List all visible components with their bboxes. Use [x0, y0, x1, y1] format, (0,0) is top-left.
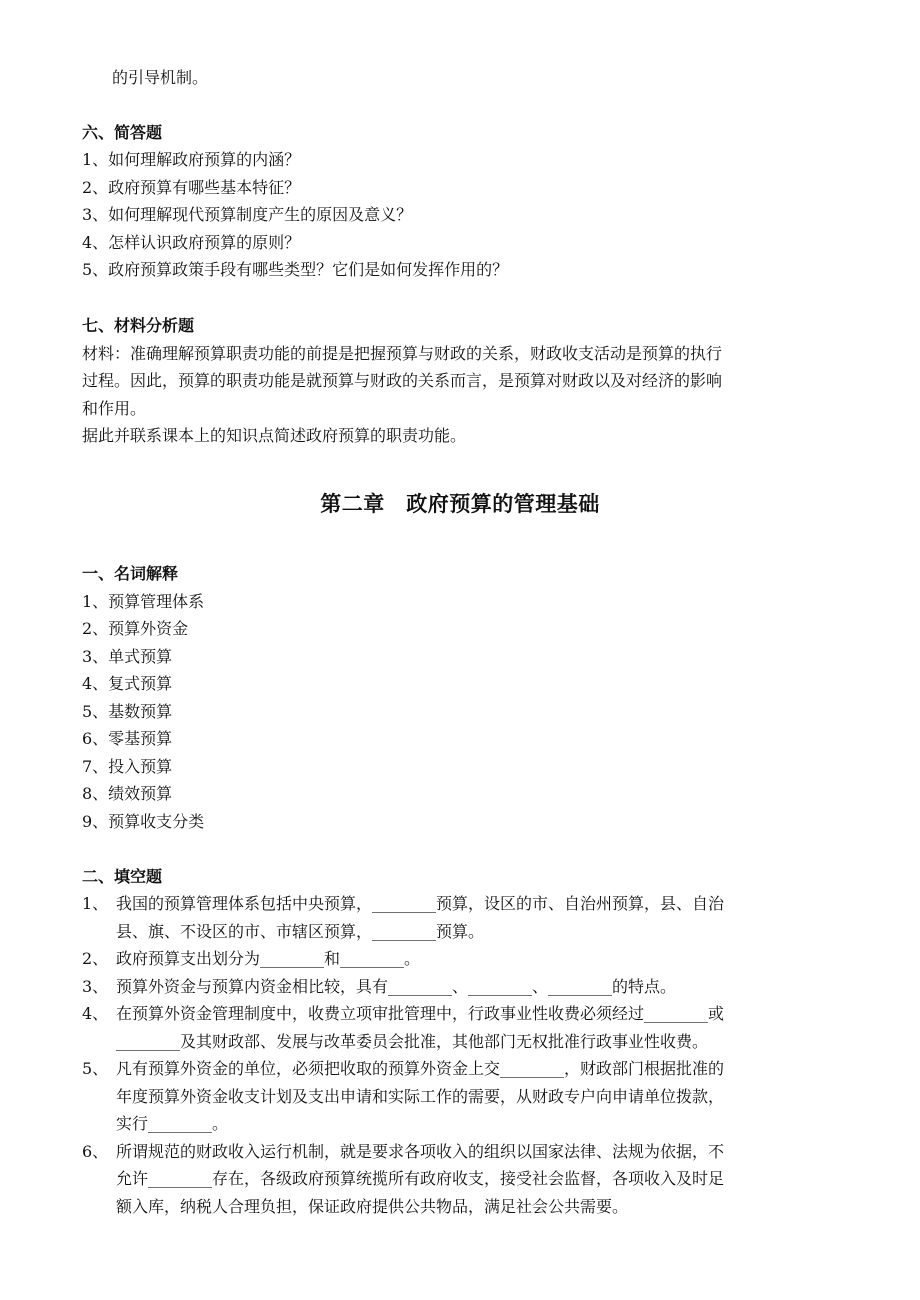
section6-item: 2、政府预算有哪些基本特征？ — [82, 178, 301, 197]
fill-item-line: 额入库，纳税人合理负担，保证政府提供公共物品，满足社会公共需要。 — [116, 1197, 629, 1216]
fill-item-line: 在预算外资金管理制度中，收费立项审批管理中，行政事业性收费必须经过________或 — [116, 1004, 725, 1023]
term-item: 6、零基预算 — [82, 729, 173, 748]
fill-item-line: 我国的预算管理体系包括中央预算，________预算，设区的市、自治州预算，县、自治 — [116, 894, 725, 913]
fill-heading: 二、填空题 — [82, 867, 163, 886]
section6-item: 3、如何理解现代预算制度产生的原因及意义？ — [82, 205, 413, 224]
term-item: 2、预算外资金 — [82, 619, 189, 638]
fill-item-line: 预算外资金与预算内资金相比较，具有________、________、________的特点。 — [116, 977, 677, 996]
term-item: 9、预算收支分类 — [82, 812, 205, 831]
fill-item-line: 所谓规范的财政收入运行机制，就是要求各项收入的组织以国家法律、法规为依据，不 — [116, 1142, 725, 1161]
section7-material-line: 和作用。 — [82, 399, 147, 418]
term-item: 1、预算管理体系 — [82, 592, 205, 611]
fill-item-line: 政府预算支出划分为________和________。 — [116, 949, 421, 968]
fill-item-number: 5、 — [82, 1059, 109, 1078]
section6-item: 5、政府预算政策手段有哪些类型？它们是如何发挥作用的？ — [82, 260, 509, 279]
fill-item-line: 允许________存在，各级政府预算统揽所有政府收支，接受社会监督，各项收入及时足 — [116, 1169, 725, 1188]
section7-heading: 七、材料分析题 — [82, 316, 195, 335]
fill-item-number: 1、 — [82, 894, 109, 913]
fill-item-number: 3、 — [82, 977, 109, 996]
chapter-title: 第二章 政府预算的管理基础 — [320, 491, 600, 516]
fill-item-line: 县、旗、不设区的市、市辖区预算，________预算。 — [116, 922, 485, 941]
top-continuation-text: 的引导机制。 — [112, 68, 209, 87]
fill-item-number: 4、 — [82, 1004, 109, 1023]
term-item: 4、复式预算 — [82, 674, 173, 693]
section7-material-line: 材料：准确理解预算职责功能的前提是把握预算与财政的关系，财政收支活动是预算的执行 — [82, 344, 723, 363]
section6-heading: 六、简答题 — [82, 123, 163, 142]
term-item: 8、绩效预算 — [82, 784, 173, 803]
section7-material-line: 过程。因此，预算的职责功能是就预算与财政的关系而言，是预算对财政以及对经济的影响 — [82, 371, 723, 390]
fill-item-number: 2、 — [82, 949, 109, 968]
fill-item-line: 实行________。 — [116, 1114, 229, 1133]
term-item: 3、单式预算 — [82, 647, 173, 666]
terms-heading: 一、名词解释 — [82, 564, 179, 583]
section6-item: 4、怎样认识政府预算的原则？ — [82, 233, 301, 252]
term-item: 7、投入预算 — [82, 757, 173, 776]
section6-item: 1、如何理解政府预算的内涵？ — [82, 150, 301, 169]
fill-item-number: 6、 — [82, 1142, 109, 1161]
fill-item-line: ________及其财政部、发展与改革委员会批准，其他部门无权批准行政事业性收费。 — [116, 1032, 709, 1051]
fill-item-line: 年度预算外资金收支计划及支出申请和实际工作的需要，从财政专户向申请单位拨款， — [116, 1087, 725, 1106]
fill-item-line: 凡有预算外资金的单位，必须把收取的预算外资金上交________，财政部门根据批准的 — [116, 1059, 725, 1078]
term-item: 5、基数预算 — [82, 702, 173, 721]
section7-question: 据此并联系课本上的知识点简述政府预算的职责功能。 — [82, 426, 467, 445]
